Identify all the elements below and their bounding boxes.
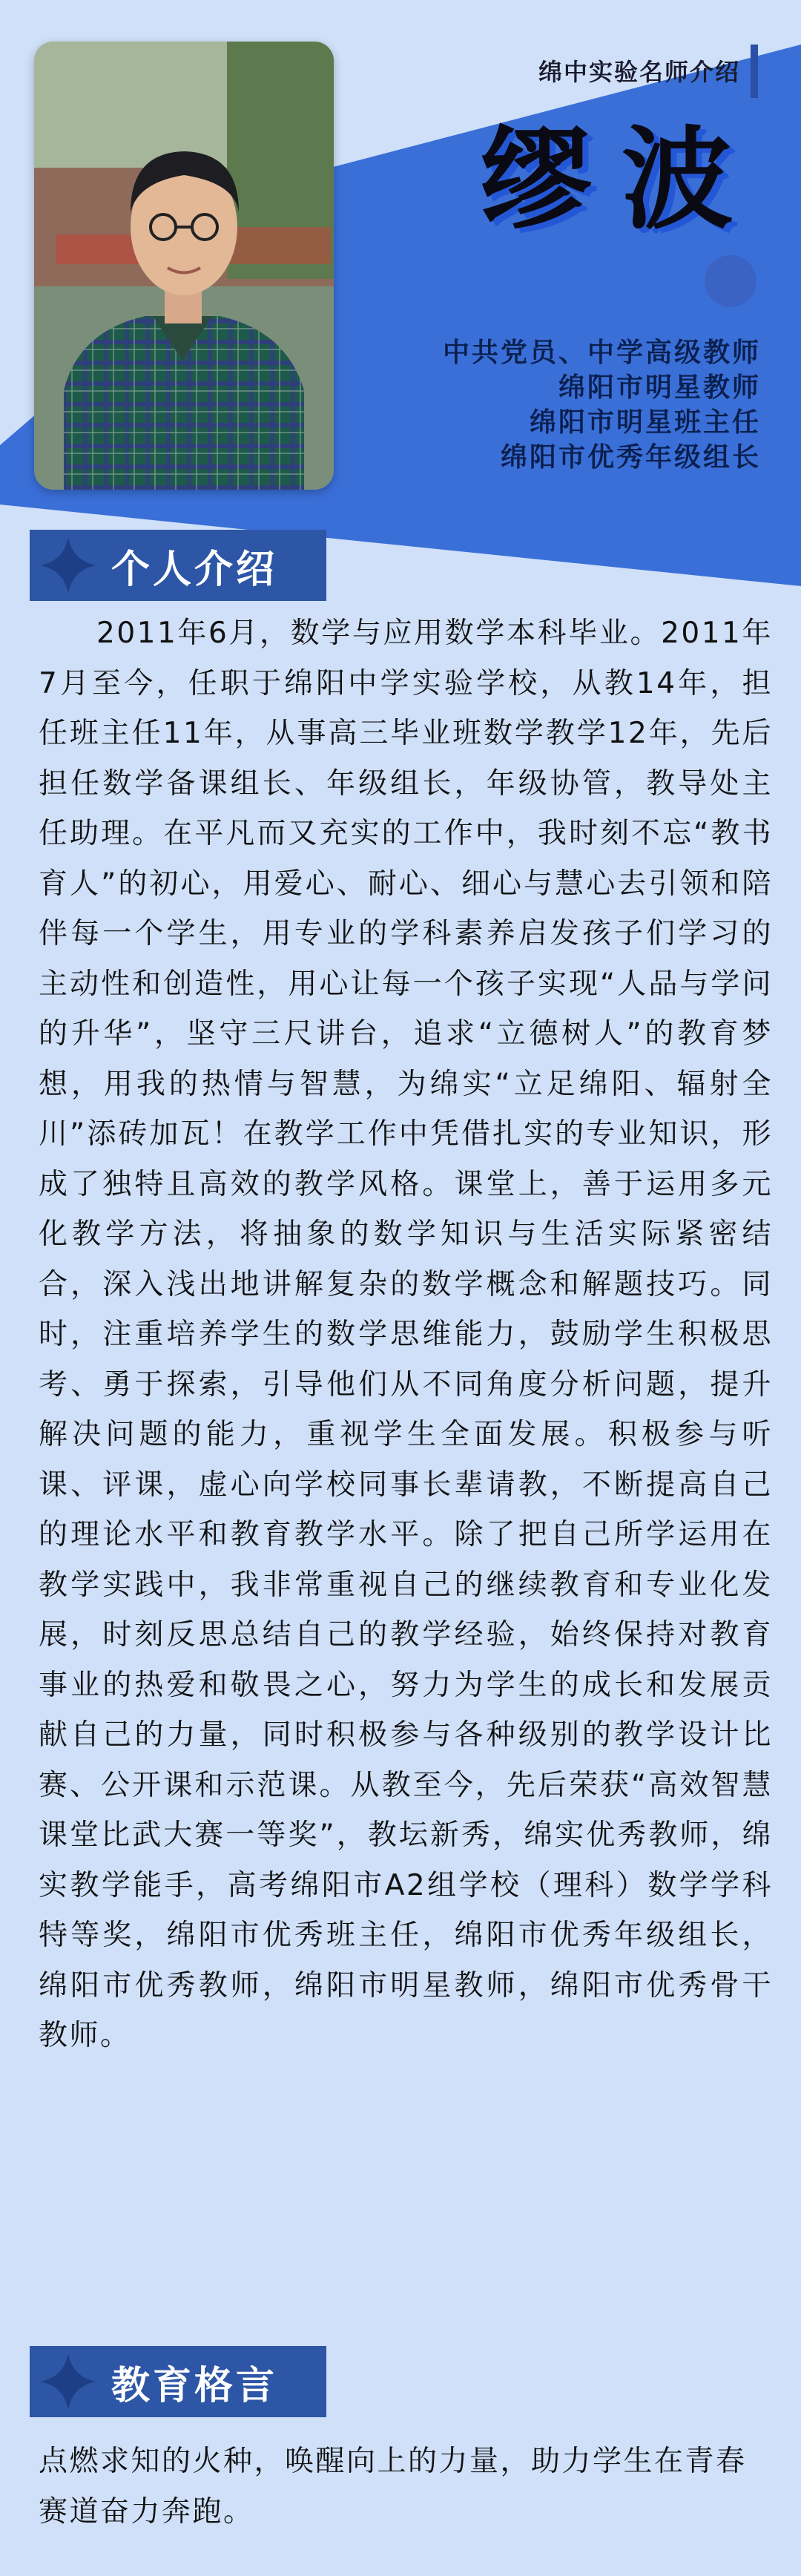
accent-bar — [751, 45, 758, 98]
title-line: 绵阳市优秀年级组长 — [500, 442, 761, 473]
teacher-photo — [34, 42, 334, 490]
section-title: 个人介绍 — [111, 547, 278, 592]
title-line: 绵阳市明星班主任 — [529, 407, 761, 438]
section-title: 教育格言 — [111, 2363, 278, 2408]
teacher-titles — [443, 335, 761, 475]
school-label: 绵中实验名师介绍 — [538, 58, 740, 86]
four-point-star-icon — [39, 536, 98, 595]
title-line: 绵阳市明星教师 — [558, 372, 761, 403]
title-line: 中共党员、中学高级教师 — [442, 338, 761, 368]
teacher-name: 缪波 — [480, 116, 762, 245]
four-point-star-icon — [39, 2352, 98, 2411]
section-header-intro — [30, 530, 326, 601]
decorative-dot — [705, 255, 756, 307]
intro-paragraph: 2011年6月，数学与应用数学本科毕业。2011年7月至今，任职于绵阳中学实验学校，从教14年，担任班主任11年，从事高三毕业班数学教学12年，先后担任数学备课组长、年级组长，年级协管，教导处主任助理。在平凡而又充实的工作中，我时刻不忘“教书育人”的初心，用爱心、耐心、细心与慧心去引领和陪伴每一个学生，用专业的学科素养启发孩子们学习的主动性和创造性，用心让每一个孩子实现“人品与学问的升华”，坚守三尺讲台，追求“立德树人”的教育梦想，用我的热情与智慧，为绵实“立足绵阳、辐射全川”添砖加瓦！在教学工作中凭借扎实的专业知识，形成了独特且高效的教学风格。课堂上，善于运用多元化教学方法，将抽象的数学知识与生活实际紧密结合，深入浅出地讲解复杂的数学概念和解题技巧。同时，注重培养学生的数学思维能力，鼓励学生积极思考、勇于探索，引导他们从不同角度分析问题，提升解决问题的能力，重视学生全面发展。积极参与听课、评课，虚心向学校同事长辈请教，不断提高自己的理论水平和教育教学水平。除了把自己所学运用在教学实践中，我非常重视自己的继续教育和专业化发展，时刻反思总结自己的教学经验，始终保持对教育事业的热爱和敬畏之心，努力为学生的成长和发展贡献自己的力量，同时积极参与各种级别的教学设计比赛、公开课和示范课。从教至今，先后荣获“高效智慧课堂比武大赛一等奖”，教坛新秀，绵实优秀教师，绵实教学能手，高考绵阳市A2组学校（理科）数学学科特等奖，绵阳市优秀班主任，绵阳市优秀年级组长，绵阳市优秀教师，绵阳市明星教师，绵阳市优秀骨干教师。 — [39, 617, 773, 2052]
motto-paragraph: 点燃求知的火种，唤醒向上的力量，助力学生在青春赛道奋力奔跑。 — [39, 2445, 747, 2529]
section-header-motto — [30, 2346, 326, 2417]
